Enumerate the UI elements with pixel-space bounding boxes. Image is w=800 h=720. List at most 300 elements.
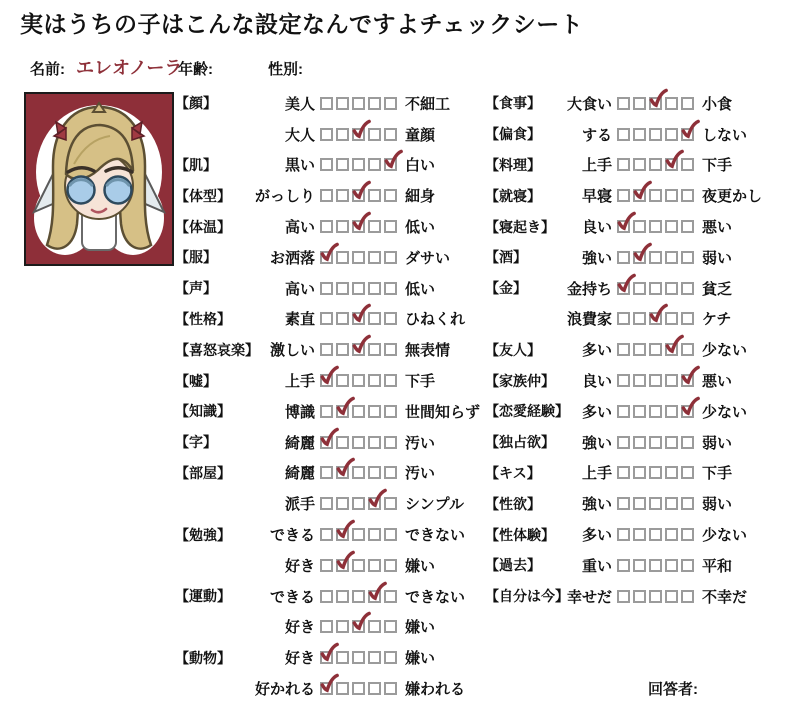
checkbox[interactable] [633, 158, 646, 171]
checkbox[interactable] [352, 220, 365, 233]
trait-left-label: 強い [581, 249, 612, 267]
checkbox[interactable] [352, 312, 365, 325]
checkbox[interactable] [665, 97, 678, 110]
checkbox[interactable] [352, 282, 365, 295]
trait-right-label: 細身 [405, 188, 436, 206]
checkbox[interactable] [352, 559, 365, 572]
checkbox[interactable] [649, 590, 662, 603]
trait-right-label: しない [702, 126, 748, 144]
checkbox-scale [320, 651, 402, 664]
checkbox-scale [617, 220, 699, 233]
respondent-label: 回答者: [648, 681, 698, 698]
checkbox[interactable] [649, 282, 662, 295]
checkbox[interactable] [665, 405, 678, 418]
checkbox[interactable] [665, 128, 678, 141]
checklist-row [175, 242, 480, 273]
category-label: 【運動】 [175, 588, 231, 605]
checkbox[interactable] [368, 343, 381, 356]
checkbox[interactable] [320, 128, 333, 141]
checkbox[interactable] [352, 343, 365, 356]
checkbox-scale [320, 405, 402, 418]
trait-left-label: 好き [284, 650, 315, 668]
checklist-left-column [175, 88, 480, 704]
checklist-row [175, 581, 480, 612]
checkbox[interactable] [336, 158, 349, 171]
category-label: 【体型】 [175, 187, 231, 204]
checkbox[interactable] [665, 590, 678, 603]
checkbox[interactable] [649, 128, 662, 141]
checkbox[interactable] [320, 651, 333, 664]
checkbox[interactable] [617, 466, 630, 479]
checkbox-scale [320, 436, 402, 449]
checkbox[interactable] [384, 559, 397, 572]
checkbox-scale [320, 497, 402, 510]
checklist-row [485, 519, 797, 550]
trait-left-label: 強い [581, 496, 612, 514]
checklist-row [485, 242, 797, 273]
checkbox[interactable] [352, 620, 365, 633]
checkbox[interactable] [368, 528, 381, 541]
checklist-row [485, 581, 797, 612]
checkbox[interactable] [352, 374, 365, 387]
checkbox[interactable] [384, 590, 397, 603]
trait-left-label: 素直 [284, 311, 315, 329]
checkbox[interactable] [368, 312, 381, 325]
checkbox[interactable] [368, 436, 381, 449]
checkbox[interactable] [320, 682, 333, 695]
gender-label: 性別: [268, 61, 303, 78]
checkbox-scale [617, 559, 699, 572]
checkbox[interactable] [633, 282, 646, 295]
trait-right-label: 弱い [702, 496, 733, 514]
checkbox[interactable] [320, 374, 333, 387]
checkbox[interactable] [384, 220, 397, 233]
checkbox[interactable] [633, 189, 646, 202]
checkbox[interactable] [617, 251, 630, 264]
checkbox-scale [320, 528, 402, 541]
checkbox[interactable] [320, 158, 333, 171]
checkbox[interactable] [368, 282, 381, 295]
checkbox[interactable] [681, 559, 694, 572]
trait-right-label: 嫌い [405, 650, 436, 668]
checkbox[interactable] [681, 466, 694, 479]
trait-left-label: 多い [581, 527, 612, 545]
checkbox[interactable] [352, 158, 365, 171]
checkbox[interactable] [320, 251, 333, 264]
checkbox[interactable] [336, 590, 349, 603]
checkbox[interactable] [665, 559, 678, 572]
trait-right-label: ひねくれ [405, 311, 466, 329]
checkbox[interactable] [320, 436, 333, 449]
trait-left-label: 高い [284, 280, 315, 298]
checkbox[interactable] [384, 651, 397, 664]
checkbox[interactable] [649, 189, 662, 202]
checkbox[interactable] [649, 466, 662, 479]
checkbox[interactable] [368, 251, 381, 264]
checkbox[interactable] [336, 436, 349, 449]
category-label: 【偏食】 [485, 126, 541, 143]
trait-left-label: できる [269, 527, 315, 545]
checkbox[interactable] [633, 220, 646, 233]
checkbox[interactable] [649, 374, 662, 387]
checkbox[interactable] [320, 466, 333, 479]
checkbox[interactable] [681, 497, 694, 510]
checkbox[interactable] [681, 374, 694, 387]
checkbox[interactable] [384, 436, 397, 449]
checkbox[interactable] [617, 189, 630, 202]
checkbox[interactable] [336, 682, 349, 695]
checkbox[interactable] [336, 466, 349, 479]
checklist-row [485, 304, 797, 335]
trait-right-label: 不細工 [405, 95, 451, 113]
category-label: 【動物】 [175, 649, 231, 666]
checkbox[interactable] [681, 282, 694, 295]
checkbox[interactable] [384, 158, 397, 171]
checkbox[interactable] [336, 251, 349, 264]
checkbox[interactable] [649, 559, 662, 572]
checkbox[interactable] [368, 158, 381, 171]
checkbox[interactable] [368, 590, 381, 603]
trait-left-label: 上手 [581, 465, 612, 483]
checkbox[interactable] [384, 189, 397, 202]
checkbox[interactable] [617, 590, 630, 603]
trait-right-label: 夜更かし [702, 188, 763, 206]
checkbox-scale [617, 189, 699, 202]
checkbox[interactable] [320, 97, 333, 110]
category-label: 【嘘】 [175, 372, 217, 389]
category-label: 【金】 [485, 280, 527, 297]
trait-right-label: 小食 [702, 95, 733, 113]
checkbox[interactable] [320, 312, 333, 325]
checkbox-scale [617, 466, 699, 479]
checklist-row [175, 673, 480, 704]
trait-left-label: 上手 [284, 373, 315, 391]
trait-right-label: 弱い [702, 434, 733, 452]
checklist-row [485, 488, 797, 519]
checkbox[interactable] [352, 528, 365, 541]
checkbox[interactable] [320, 405, 333, 418]
checkbox[interactable] [633, 97, 646, 110]
checklist-row [175, 273, 480, 304]
trait-right-label: 嫌い [405, 619, 436, 637]
checkbox[interactable] [352, 251, 365, 264]
trait-right-label: 嫌われる [405, 681, 466, 699]
category-label: 【知識】 [175, 403, 231, 420]
checkbox[interactable] [617, 497, 630, 510]
checkbox[interactable] [320, 620, 333, 633]
checklist-row [175, 304, 480, 335]
category-label: 【部屋】 [175, 464, 231, 481]
checkbox-scale [320, 97, 402, 110]
checkbox-scale [617, 97, 699, 110]
trait-left-label: できる [269, 588, 315, 606]
checkbox[interactable] [681, 312, 694, 325]
checkbox[interactable] [336, 559, 349, 572]
checkbox-scale [617, 528, 699, 541]
checkbox[interactable] [681, 97, 694, 110]
checklist-row [485, 396, 797, 427]
trait-left-label: 綺麗 [284, 434, 315, 452]
category-label: 【食事】 [485, 95, 541, 112]
checkbox-scale [617, 436, 699, 449]
trait-right-label: 白い [405, 157, 436, 175]
checkbox[interactable] [665, 466, 678, 479]
checkbox[interactable] [320, 497, 333, 510]
checkbox[interactable] [368, 497, 381, 510]
trait-right-label: ケチ [702, 311, 732, 329]
checkbox[interactable] [336, 405, 349, 418]
checkbox[interactable] [368, 651, 381, 664]
checkbox[interactable] [368, 128, 381, 141]
checkbox[interactable] [617, 97, 630, 110]
checkbox[interactable] [336, 97, 349, 110]
checkbox[interactable] [384, 620, 397, 633]
checkbox[interactable] [649, 405, 662, 418]
checkbox[interactable] [336, 651, 349, 664]
checkbox[interactable] [633, 559, 646, 572]
checkbox[interactable] [633, 312, 646, 325]
category-label: 【キス】 [485, 464, 541, 481]
checkbox[interactable] [352, 97, 365, 110]
checkbox[interactable] [681, 128, 694, 141]
checkbox[interactable] [336, 620, 349, 633]
trait-left-label: お洒落 [269, 249, 315, 267]
trait-right-label: 下手 [405, 373, 436, 391]
checkbox[interactable] [681, 220, 694, 233]
checkbox[interactable] [681, 343, 694, 356]
category-label: 【性体験】 [485, 526, 555, 543]
checkbox[interactable] [384, 282, 397, 295]
checkbox[interactable] [320, 282, 333, 295]
checkbox-scale [320, 220, 402, 233]
checkbox[interactable] [633, 251, 646, 264]
checkbox[interactable] [633, 497, 646, 510]
checkbox-scale [320, 590, 402, 603]
checkbox[interactable] [681, 436, 694, 449]
checkbox[interactable] [617, 559, 630, 572]
checkbox[interactable] [617, 374, 630, 387]
trait-left-label: 浪費家 [566, 311, 612, 329]
checkbox[interactable] [617, 158, 630, 171]
checklist-row [485, 211, 797, 242]
checkbox[interactable] [681, 158, 694, 171]
checkbox[interactable] [384, 374, 397, 387]
checkbox[interactable] [681, 251, 694, 264]
trait-right-label: 下手 [702, 465, 733, 483]
page-title: 実はうちの子はこんな設定なんですよチェックシート [20, 11, 584, 37]
checklist-row [485, 334, 797, 365]
trait-right-label: 貧乏 [702, 280, 733, 298]
checklist-row [175, 519, 480, 550]
checkbox[interactable] [665, 343, 678, 356]
checkbox[interactable] [368, 189, 381, 202]
checkbox[interactable] [665, 436, 678, 449]
checkbox[interactable] [617, 282, 630, 295]
trait-left-label: 高い [284, 219, 315, 237]
checkbox[interactable] [384, 466, 397, 479]
checkbox[interactable] [665, 312, 678, 325]
checkbox[interactable] [617, 220, 630, 233]
checkbox[interactable] [368, 466, 381, 479]
name-label: 名前: [30, 61, 65, 78]
checkbox[interactable] [384, 497, 397, 510]
checkbox[interactable] [617, 436, 630, 449]
checkbox[interactable] [665, 497, 678, 510]
checkbox[interactable] [320, 559, 333, 572]
checkbox[interactable] [649, 97, 662, 110]
checklist-row [485, 273, 797, 304]
checkbox[interactable] [649, 158, 662, 171]
checkbox[interactable] [633, 374, 646, 387]
checkbox-scale [320, 682, 402, 695]
checkbox[interactable] [368, 620, 381, 633]
checkbox[interactable] [649, 220, 662, 233]
checkbox-scale [320, 343, 402, 356]
checkbox[interactable] [649, 528, 662, 541]
checkbox[interactable] [649, 251, 662, 264]
trait-left-label: 多い [581, 403, 612, 421]
checkbox[interactable] [352, 436, 365, 449]
checkbox[interactable] [617, 312, 630, 325]
checkbox-scale [617, 251, 699, 264]
category-label: 【家族仲】 [485, 372, 555, 389]
checkbox[interactable] [665, 528, 678, 541]
checkbox[interactable] [368, 220, 381, 233]
checkbox[interactable] [336, 282, 349, 295]
checkbox[interactable] [368, 559, 381, 572]
checkbox[interactable] [352, 128, 365, 141]
checkbox[interactable] [617, 405, 630, 418]
checklist-right-column [485, 88, 797, 612]
checkbox[interactable] [352, 651, 365, 664]
checkbox[interactable] [384, 343, 397, 356]
trait-left-label: 良い [581, 373, 612, 391]
checkbox[interactable] [320, 528, 333, 541]
trait-right-label: 少ない [702, 527, 748, 545]
checkbox[interactable] [665, 158, 678, 171]
checkbox[interactable] [336, 343, 349, 356]
checkbox-scale [320, 251, 402, 264]
checkbox[interactable] [665, 282, 678, 295]
checkbox[interactable] [384, 312, 397, 325]
trait-left-label: 良い [581, 219, 612, 237]
checkbox-scale [617, 282, 699, 295]
checkbox[interactable] [336, 374, 349, 387]
trait-left-label: 美人 [284, 95, 315, 113]
checkbox-scale [617, 343, 699, 356]
checkbox[interactable] [384, 405, 397, 418]
checkbox[interactable] [368, 374, 381, 387]
checkbox[interactable] [649, 497, 662, 510]
trait-right-label: 下手 [702, 157, 733, 175]
checkbox-scale [320, 559, 402, 572]
checklist-row [175, 211, 480, 242]
checkbox[interactable] [336, 528, 349, 541]
checkbox[interactable] [617, 128, 630, 141]
checkbox[interactable] [633, 590, 646, 603]
checkbox[interactable] [681, 528, 694, 541]
checkbox[interactable] [384, 528, 397, 541]
trait-right-label: 平和 [702, 557, 733, 575]
trait-left-label: 幸せだ [566, 588, 612, 606]
checkbox[interactable] [352, 189, 365, 202]
checkbox[interactable] [336, 128, 349, 141]
checkbox[interactable] [665, 251, 678, 264]
category-label: 【恋愛経験】 [485, 403, 569, 420]
checklist-row [175, 180, 480, 211]
checkbox[interactable] [320, 343, 333, 356]
checkbox[interactable] [649, 343, 662, 356]
checkbox[interactable] [633, 528, 646, 541]
category-label: 【過去】 [485, 557, 541, 574]
checkbox-scale [320, 189, 402, 202]
checkbox[interactable] [633, 466, 646, 479]
category-label: 【就寝】 [485, 187, 541, 204]
checkbox[interactable] [336, 312, 349, 325]
trait-right-label: 汚い [405, 434, 436, 452]
checkbox[interactable] [336, 220, 349, 233]
checkbox[interactable] [665, 189, 678, 202]
checkbox[interactable] [320, 220, 333, 233]
checkbox-scale [617, 128, 699, 141]
checkbox-scale [320, 374, 402, 387]
checkbox[interactable] [633, 128, 646, 141]
checkbox[interactable] [665, 220, 678, 233]
checkbox[interactable] [352, 590, 365, 603]
checkbox[interactable] [617, 528, 630, 541]
checkbox[interactable] [336, 497, 349, 510]
checklist-row [485, 119, 797, 150]
checkbox[interactable] [336, 189, 349, 202]
category-label: 【料理】 [485, 156, 541, 173]
checkbox[interactable] [368, 405, 381, 418]
checkbox[interactable] [320, 189, 333, 202]
checklist-row [485, 365, 797, 396]
checkbox-scale [617, 374, 699, 387]
checkbox[interactable] [368, 682, 381, 695]
checkbox[interactable] [649, 436, 662, 449]
checkbox[interactable] [320, 590, 333, 603]
checkbox[interactable] [352, 466, 365, 479]
category-label: 【独占欲】 [485, 434, 555, 451]
category-label: 【寝起き】 [485, 218, 555, 235]
checklist-row [485, 427, 797, 458]
checkbox[interactable] [649, 312, 662, 325]
checkbox[interactable] [617, 343, 630, 356]
checklist-row [175, 365, 480, 396]
checkbox[interactable] [633, 436, 646, 449]
checkbox-scale [617, 158, 699, 171]
checkbox[interactable] [384, 682, 397, 695]
checklist-row [175, 427, 480, 458]
checkbox[interactable] [352, 682, 365, 695]
trait-left-label: 重い [581, 557, 612, 575]
checkbox[interactable] [633, 343, 646, 356]
checkbox[interactable] [368, 97, 381, 110]
checkbox[interactable] [681, 590, 694, 603]
category-label: 【自分は今】 [485, 588, 569, 605]
checkbox[interactable] [633, 405, 646, 418]
checkbox[interactable] [384, 97, 397, 110]
checkbox[interactable] [681, 189, 694, 202]
checkbox[interactable] [384, 251, 397, 264]
trait-right-label: 嫌い [405, 557, 436, 575]
checkbox[interactable] [665, 374, 678, 387]
checkbox[interactable] [352, 497, 365, 510]
checkbox[interactable] [384, 128, 397, 141]
checkbox[interactable] [681, 405, 694, 418]
checkbox[interactable] [352, 405, 365, 418]
